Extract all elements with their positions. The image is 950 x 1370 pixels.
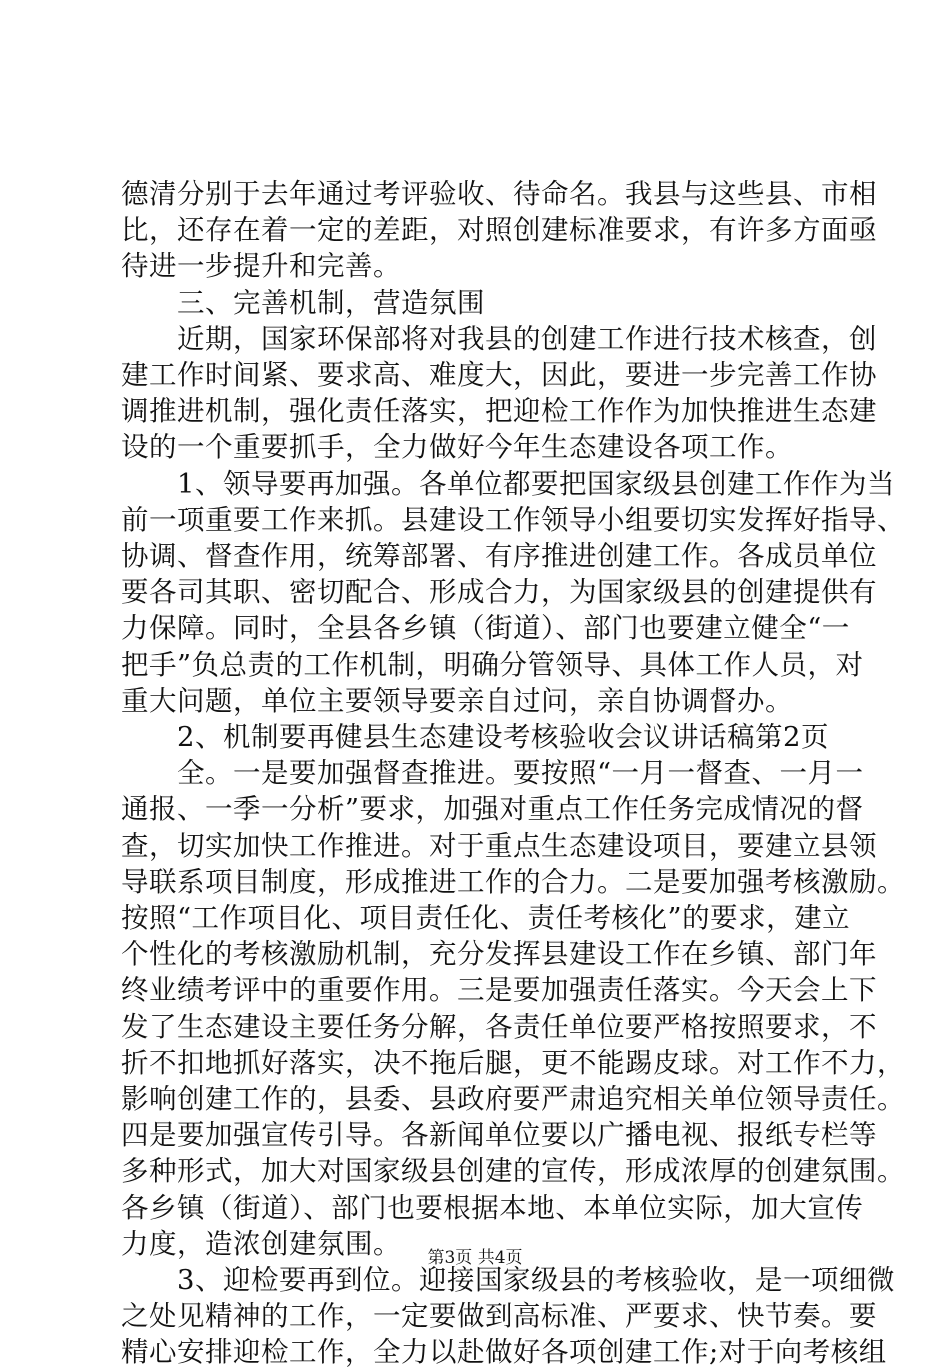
- text-line: 按照“工作项目化、项目责任化、责任考核化”的要求，建立: [121, 902, 851, 934]
- text-line: 影响创建工作的，县委、县政府要严肃追究相关单位领导责任。: [121, 1083, 905, 1115]
- text-line: 发了生态建设主要任务分解，各责任单位要严格按照要求，不: [121, 1010, 877, 1043]
- text-line: 建工作时间紧、要求高、难度大，因此，要进一步完善工作协: [121, 359, 877, 391]
- text-line: 四是要加强宣传引导。各新闻单位要以广播电视、报纸专栏等: [121, 1119, 877, 1152]
- text-line: 比，还存在着一定的差距，对照创建标准要求，有许多方面亟: [121, 214, 877, 247]
- text-line: 折不扣地抓好落实，决不拖后腿，更不能踢皮球。对工作不力，: [121, 1046, 905, 1079]
- text-line: 查，切实加快工作推进。对于重点生态建设项目，要建立县领: [121, 829, 877, 862]
- text-line: 要各司其职、密切配合、形成合力，为国家级县的创建提供有: [121, 576, 877, 609]
- text-line: 之处见精神的工作，一定要做到高标准、严要求、快节奏。要: [121, 1300, 877, 1333]
- text-line: 重大问题，单位主要领导要亲自过问，亲自协调督办。: [121, 684, 793, 717]
- text-line: 各乡镇（街道）、部门也要根据本地、本单位实际，加大宣传: [121, 1191, 864, 1224]
- text-line: 力度，造浓创建氛围。: [121, 1227, 401, 1260]
- text-line: 3、迎检要再到位。迎接国家级县的考核验收，是一项细微: [121, 1264, 895, 1296]
- text-line: 精心安排迎检工作，全力以赴做好各项创建工作;对于向考核组: [121, 1336, 887, 1369]
- text-line: 前一项重要工作来抓。县建设工作领导小组要切实发挥好指导、: [121, 503, 905, 536]
- text-line: 德清分别于去年通过考评验收、待命名。我县与这些县、市相: [121, 178, 877, 210]
- text-line: 调推进机制，强化责任落实，把迎检工作作为加快推进生态建: [121, 395, 877, 428]
- text-line: 力保障。同时，全县各乡镇（街道）、部门也要建立健全“一: [121, 612, 850, 645]
- text-line: 1、领导要再加强。各单位都要把国家级县创建工作作为当: [121, 467, 895, 500]
- text-line: 设的一个重要抓手，全力做好今年生态建设各项工作。: [121, 431, 793, 464]
- text-line: 2、机制要再健县生态建设考核验收会议讲话稿第2页: [121, 721, 829, 753]
- text-line: 全。一是要加强督查推进。要按照“一月一督查、一月一: [121, 757, 864, 790]
- text-line: 协调、督查作用，统筹部署、有序推进创建工作。各成员单位: [121, 540, 877, 572]
- text-line: 近期，国家环保部将对我县的创建工作进行技术核查，创: [121, 322, 877, 355]
- text-line: 多种形式，加大对国家级县创建的宣传，形成浓厚的创建氛围。: [121, 1155, 905, 1188]
- text-line: 三、完善机制，营造氛围: [121, 286, 485, 319]
- text-line: 通报、一季一分析”要求，加强对重点工作任务完成情况的督: [121, 793, 864, 826]
- text-line: 导联系项目制度，形成推进工作的合力。二是要加强考核激励。: [121, 865, 905, 898]
- page-footer: 第3页 共4页: [427, 1248, 523, 1268]
- text-line: 把手”负总责的工作机制，明确分管领导、具体工作人员，对: [121, 648, 864, 681]
- text-line: 待进一步提升和完善。: [121, 250, 401, 283]
- text-line: 个性化的考核激励机制，充分发挥县建设工作在乡镇、部门年: [121, 938, 877, 971]
- text-line: 终业绩考评中的重要作用。三是要加强责任落实。今天会上下: [121, 974, 877, 1007]
